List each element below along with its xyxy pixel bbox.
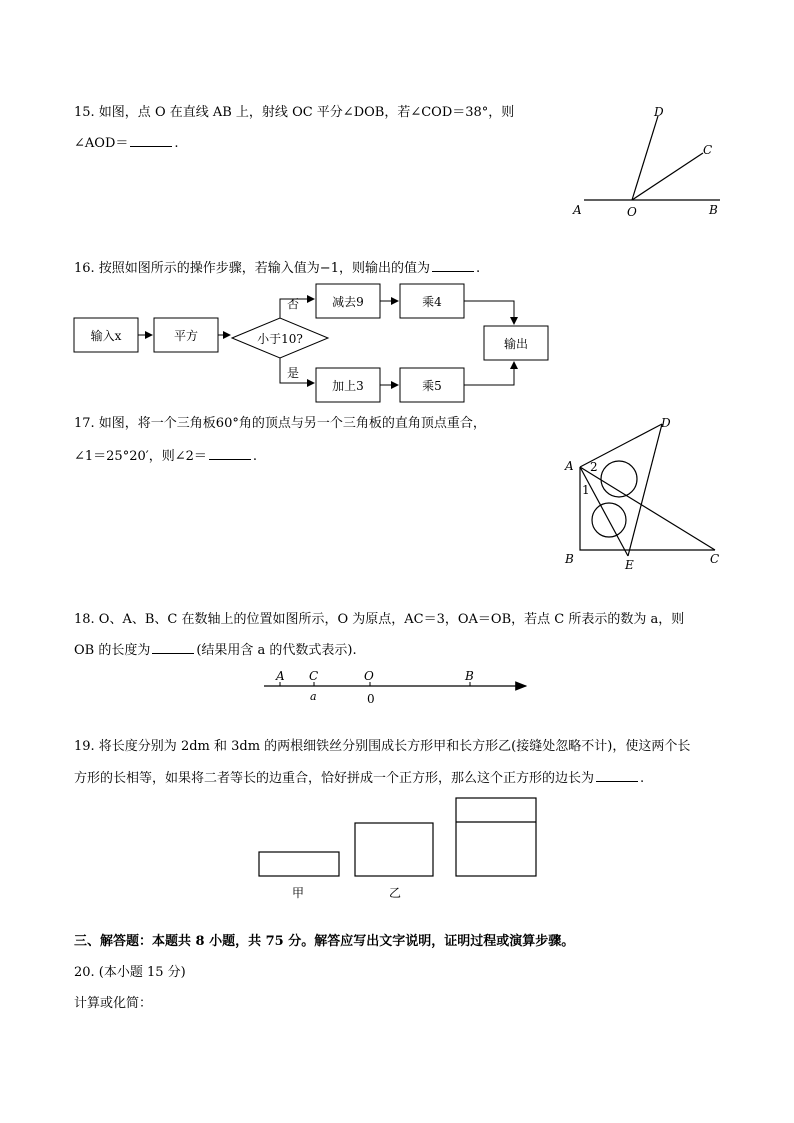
q15-ray-od [632, 116, 658, 200]
q17-line2-prefix: ∠1＝25°20′，则∠2＝ [74, 449, 207, 464]
q15-line2-prefix: ∠AOD＝ [74, 136, 129, 151]
flow-mul5-label: 乘5 [422, 379, 442, 393]
q18-line2-suffix: (结果用含 a 的代数式表示). [196, 643, 357, 658]
q18-point-a: A [276, 669, 285, 683]
q16-text [74, 259, 480, 278]
q19-label-jia: 甲 [292, 886, 305, 900]
section3-heading: 三、解答题：本题共 8 小题，共 75 分。解答应写出文字说明，证明过程或演算步骤。 [74, 934, 575, 949]
q17-label-2: 2 [590, 460, 598, 474]
q17-label-a: A [565, 459, 574, 473]
q19-figure [255, 795, 545, 905]
flow-mul4-label: 乘4 [422, 295, 442, 309]
q15-label-o: O [627, 205, 637, 219]
q15-label-b: B [709, 203, 718, 217]
q18-answer-blank [152, 641, 194, 654]
q15-figure [560, 100, 740, 230]
q15-answer-blank [130, 134, 172, 147]
q17-line1: 17. 如图，将一个三角板60°角的顶点与另一个三角板的直角顶点重合， [74, 416, 486, 431]
q15-line2-suffix: . [174, 136, 179, 151]
q18-number-line [260, 665, 540, 710]
q18-point-o: O [364, 669, 374, 683]
flow-output-label: 输出 [503, 337, 529, 351]
q15-line2 [74, 134, 179, 153]
q19-square [456, 798, 536, 876]
q19-line2-suffix: . [640, 771, 645, 786]
q15-label-a: A [573, 203, 582, 217]
q18-line2-prefix: OB 的长度为 [74, 643, 151, 658]
q15-label-c: C [703, 143, 713, 157]
q18-value-0: 0 [367, 692, 375, 706]
q15-label-d: D [654, 105, 664, 119]
flow-yes-label: 是 [287, 366, 300, 380]
flow-decision-label: 小于10? [257, 332, 303, 346]
q17-label-1: 1 [582, 483, 590, 497]
flow-square-label: 平方 [173, 329, 199, 343]
flow-input-label: 输入x [90, 329, 122, 343]
q18-point-c: C [309, 669, 319, 683]
q19-line2-prefix: 方形的长相等，如果将二者等长的边重合，恰好拼成一个正方形，那么这个正方形的边长为 [74, 771, 595, 786]
q18-line2 [74, 641, 357, 660]
q17-line2-suffix: . [252, 449, 258, 464]
q15-ray-oc [632, 153, 703, 200]
q17-line2 [74, 447, 257, 466]
q17-figure [555, 410, 735, 575]
q19-rect-yi [355, 823, 433, 876]
flow-no-label: 否 [287, 297, 300, 311]
q17-label-e: E [625, 558, 634, 572]
q18-line1: 18. O、A、B、C 在数轴上的位置如图所示，O 为原点，AC＝3，OA＝OB，若点 C 所表示的数为 a，则 [74, 612, 685, 627]
q19-rect-jia [259, 852, 339, 876]
q19-line1: 19. 将长度分别为 2dm 和 3dm 的两根细铁丝分别围成长方形甲和长方形乙(接缝处忽略不计)，使这两个长 [74, 739, 691, 754]
q17-label-b: B [565, 552, 574, 566]
q15-line1: 15. 如图，点 O 在直线 AB 上，射线 OC 平分∠DOB，若∠COD＝38°，则 [74, 105, 515, 120]
q16-flowchart [70, 282, 560, 392]
flow-add3-label: 加上3 [332, 379, 364, 393]
flow-sub9-label: 减去9 [332, 295, 364, 309]
q17-label-d: D [661, 416, 671, 430]
q20-title: 20. (本小题 15 分) [74, 965, 186, 980]
q18-value-a: a [310, 690, 317, 703]
q19-label-yi: 乙 [389, 886, 402, 900]
q17-label-c: C [710, 552, 720, 566]
q18-point-b: B [465, 669, 474, 683]
q17-answer-blank [209, 447, 251, 460]
q19-answer-blank [596, 769, 638, 782]
q16-text-suffix: . [475, 261, 481, 276]
q20-instruction: 计算或化简： [74, 996, 153, 1011]
q19-line2 [74, 769, 644, 788]
q16-text-prefix: 16. 按照如图所示的操作步骤，若输入值为−1，则输出的值为 [74, 261, 430, 276]
q16-answer-blank [432, 259, 474, 272]
